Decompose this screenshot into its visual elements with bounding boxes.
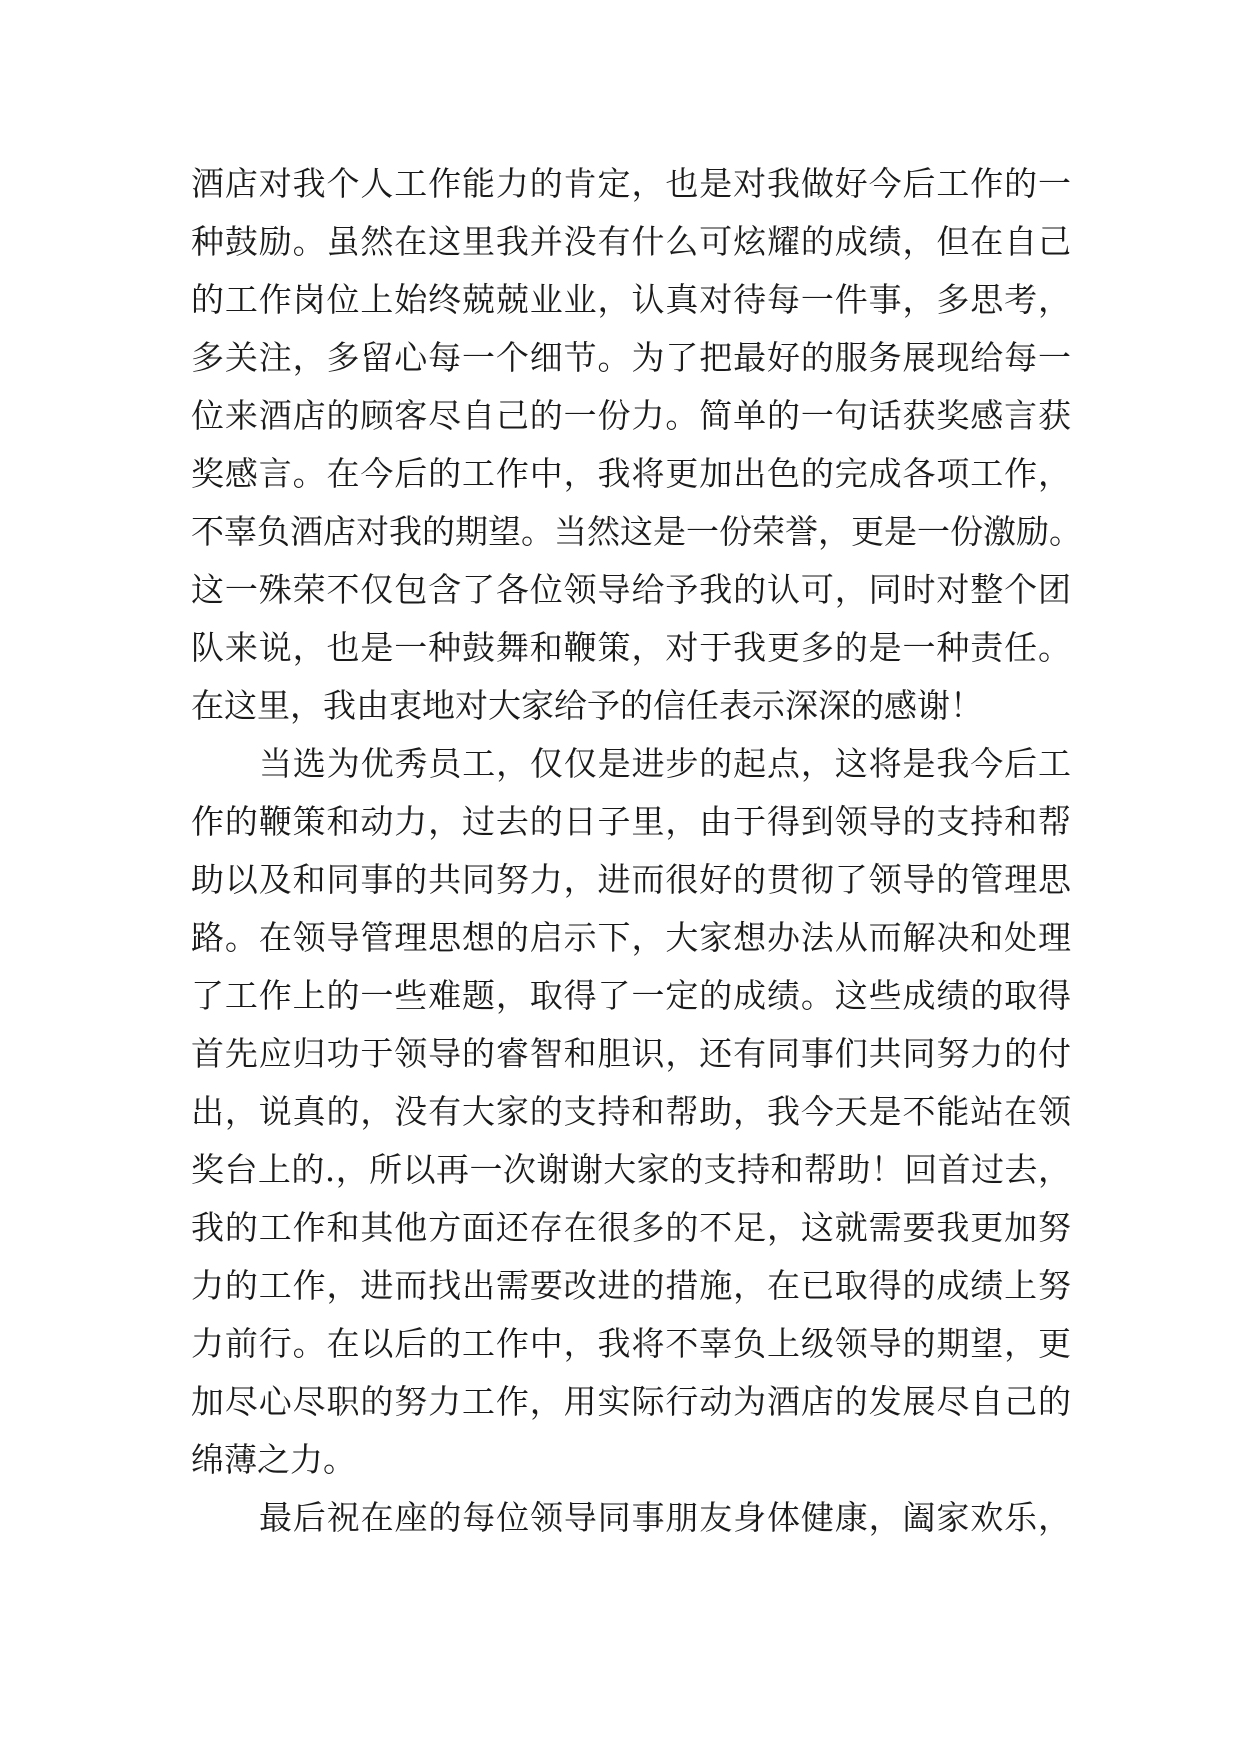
document-body	[191, 155, 1082, 1547]
text-line: 在这里，我由衷地对大家给予的信任表示深深的感谢！	[191, 686, 983, 725]
text-line: 路。在领导管理思想的启示下，大家想办法从而解决和处理	[191, 918, 1071, 957]
text-line: 当选为优秀员工，仅仅是进步的起点，这将是我今后工	[259, 744, 1071, 783]
text-line: 不辜负酒店对我的期望。当然这是一份荣誉，更是一份激励。	[191, 512, 1082, 551]
text-line: 首先应归功于领导的睿智和胆识，还有同事们共同努力的付	[191, 1034, 1071, 1073]
text-line: 奖台上的.，所以再一次谢谢大家的支持和帮助！回首过去，	[191, 1150, 1071, 1189]
text-line: 多关注，多留心每一个细节。为了把最好的服务展现给每一	[191, 338, 1071, 377]
text-line: 的工作岗位上始终兢兢业业，认真对待每一件事，多思考，	[191, 280, 1071, 319]
text-line: 酒店对我个人工作能力的肯定，也是对我做好今后工作的一	[191, 164, 1071, 203]
text-line: 位来酒店的顾客尽自己的一份力。简单的一句话获奖感言获	[191, 396, 1071, 435]
text-line: 最后祝在座的每位领导同事朋友身体健康，阖家欢乐，	[259, 1498, 1071, 1537]
text-line: 出，说真的，没有大家的支持和帮助，我今天是不能站在领	[191, 1092, 1071, 1131]
text-line: 作的鞭策和动力，过去的日子里，由于得到领导的支持和帮	[191, 802, 1071, 841]
text-line: 奖感言。在今后的工作中，我将更加出色的完成各项工作，	[191, 454, 1071, 493]
text-line: 队来说，也是一种鼓舞和鞭策，对于我更多的是一种责任。	[191, 628, 1071, 667]
text-line: 绵薄之力。	[191, 1440, 356, 1479]
paragraph-acceptance-gratitude	[191, 155, 1082, 735]
text-line: 种鼓励。虽然在这里我并没有什么可炫耀的成绩，但在自己	[191, 222, 1071, 261]
paragraph-closing-wishes	[191, 1489, 1071, 1547]
text-line: 力前行。在以后的工作中，我将不辜负上级领导的期望，更	[191, 1324, 1071, 1363]
text-line: 加尽心尽职的努力工作，用实际行动为酒店的发展尽自己的	[191, 1382, 1071, 1421]
paragraph-starting-point	[191, 735, 1071, 1489]
text-line: 我的工作和其他方面还存在很多的不足，这就需要我更加努	[191, 1208, 1071, 1247]
text-line: 了工作上的一些难题，取得了一定的成绩。这些成绩的取得	[191, 976, 1071, 1015]
text-line: 力的工作，进而找出需要改进的措施，在已取得的成绩上努	[191, 1266, 1071, 1305]
text-line: 这一殊荣不仅包含了各位领导给予我的认可，同时对整个团	[191, 570, 1071, 609]
text-line: 助以及和同事的共同努力，进而很好的贯彻了领导的管理思	[191, 860, 1071, 899]
